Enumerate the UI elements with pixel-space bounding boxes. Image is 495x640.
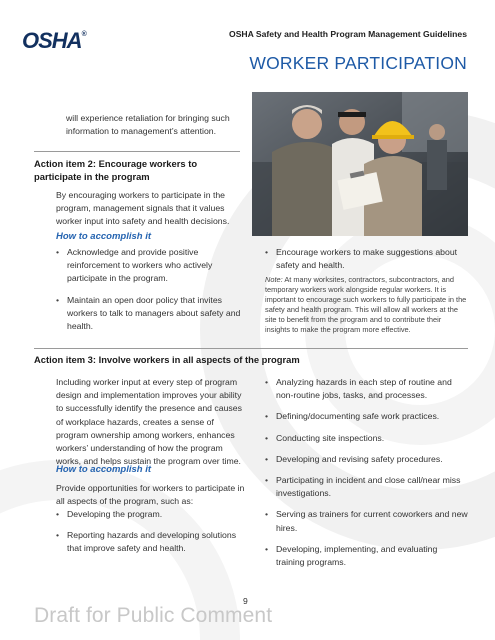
osha-logo-text: OSHA [22, 28, 82, 53]
divider-action-item-3 [34, 348, 468, 349]
note-label: Note: [265, 275, 283, 284]
action-item-2-note [265, 275, 467, 336]
intro-continuation-text: will experience retaliation for bringing such information to management’s attention. [66, 113, 230, 137]
list-item: • Developing, implementing, and evaluating training programs. [265, 543, 468, 569]
action-item-2-heading: Action item 2: Encourage workers to participate in the program [34, 158, 198, 182]
action-item-3-lead: Provide opportunities for workers to participate in all aspects of the program, such as: [56, 483, 245, 507]
list-item: • Developing and revising safety procedures. [265, 453, 468, 466]
action-item-3-left-list [56, 508, 246, 564]
divider-action-item-2 [34, 151, 240, 152]
action-item-2-how-heading: How to accomplish it [56, 231, 152, 242]
list-item: • Encourage workers to make suggestions about safety and health. [265, 246, 465, 272]
workers-photo [252, 92, 468, 236]
action-item-3-how-heading: How to accomplish it [56, 464, 152, 475]
list-item: • Defining/documenting safe work practices. [265, 410, 468, 423]
draft-label: Draft for Public Comment [34, 604, 273, 627]
action-item-3-right-list [265, 376, 468, 577]
list-item: • Conducting site inspections. [265, 432, 468, 445]
list-item: • Developing the program. [56, 508, 246, 521]
document-title: OSHA Safety and Health Program Management Guidelines [229, 29, 467, 39]
list-item: • Reporting hazards and developing solutions that improve safety and health. [56, 529, 246, 555]
workers-illustration [252, 92, 468, 236]
list-item: • Serving as trainers for current coworkers and new hires. [265, 508, 468, 534]
list-item: • Participating in incident and close call/near miss investigations. [265, 474, 468, 500]
registered-mark: ® [81, 31, 86, 38]
list-item: • Maintain an open door policy that invites workers to talk to managers about safety and health. [56, 294, 246, 334]
action-item-3-body: Including worker input at every step of program design and implementation improves your ability to successfully identify the presence and causes of workplace hazards, creates a sense of program ownership among workers, enhances workers’ understanding of how the program works, and helps sustain the program over time. [56, 377, 242, 467]
page-number: 9 [243, 596, 248, 606]
action-item-2-left-list [56, 246, 246, 341]
note-text: At many worksites, contractors, subcontractors, and temporary workers work alongside regular workers. It is important to encourage such workers to fully participate in the safety and health program. This will allow all workers at the site to benefit from the program and to contribute their insights to make the program more effective. [265, 275, 467, 335]
osha-logo [22, 28, 86, 54]
section-title: WORKER PARTICIPATION [249, 53, 467, 73]
action-item-3-heading: Action item 3: Involve workers in all aspects of the program [34, 354, 300, 365]
action-item-2-body: By encouraging workers to participate in the program, management signals that it values worker input into safety and health decisions. [56, 190, 230, 227]
list-item: • Acknowledge and provide positive reinforcement to workers who actively participate in the program. [56, 246, 246, 286]
list-item: • Analyzing hazards in each step of routine and non-routine jobs, tasks, and processes. [265, 376, 468, 402]
